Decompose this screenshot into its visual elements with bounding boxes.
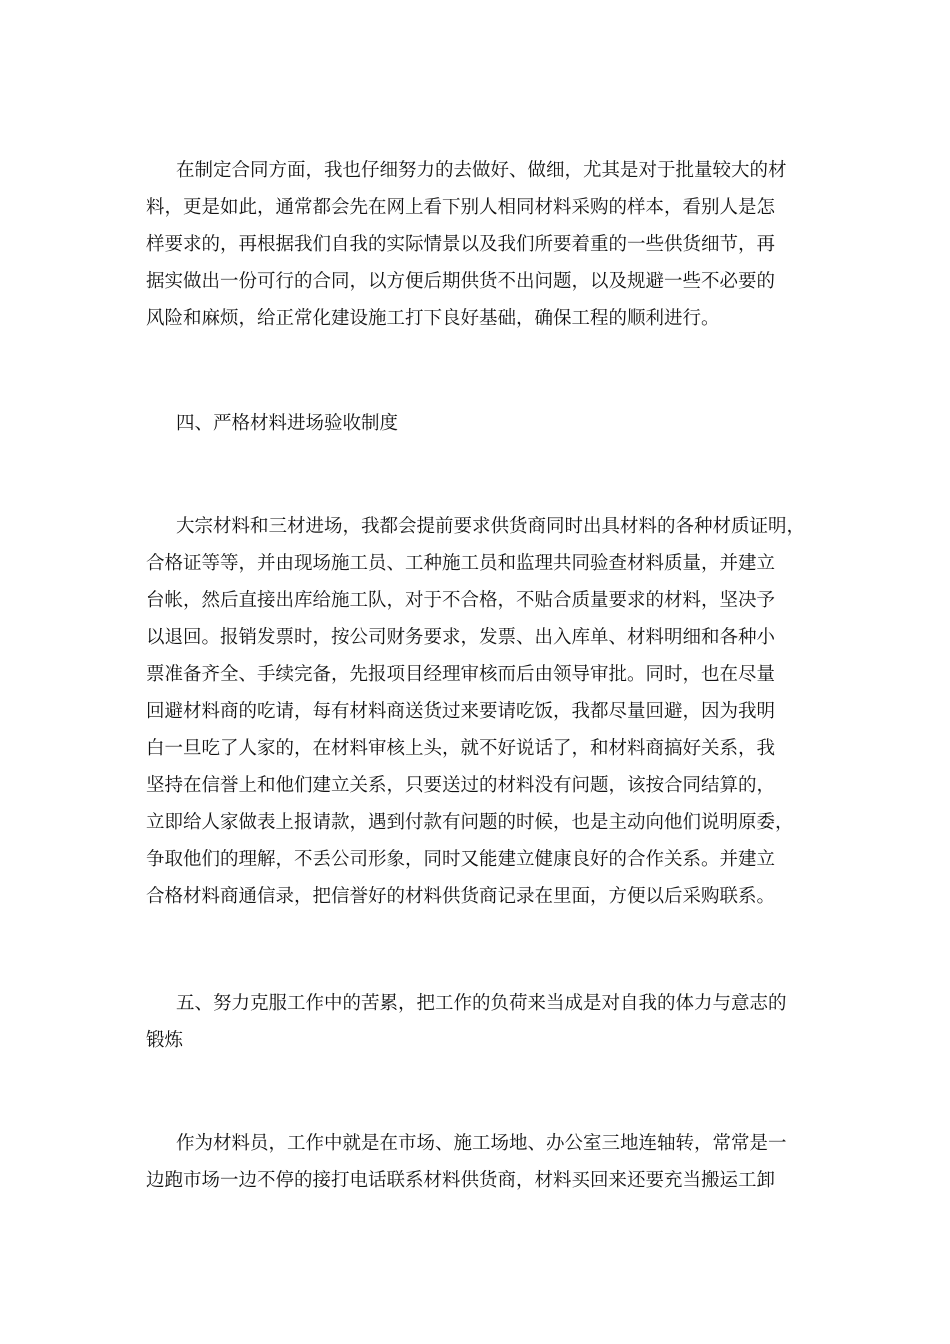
text-line: 边跑市场一边不停的接打电话联系材料供货商，材料买回来还要充当搬运工卸 xyxy=(146,1170,776,1191)
text-line: 据实做出一份可行的合同，以方便后期供货不出问题，以及规避一些不必要的 xyxy=(146,271,776,292)
text-line: 票准备齐全、手续完备，先报项目经理审核而后由领导审批。同时，也在尽量 xyxy=(146,664,776,685)
text-line: 以退回。报销发票时，按公司财务要求，发票、出入库单、材料明细和各种小 xyxy=(146,627,776,648)
paragraph-contract xyxy=(146,152,816,337)
text-line: 样要求的，再根据我们自我的实际情景以及我们所要着重的一些供货细节，再 xyxy=(146,234,776,255)
heading-line: 五、努力克服工作中的苦累，把工作的负荷来当成是对自我的体力与意志的 xyxy=(176,993,787,1014)
text-line: 争取他们的理解，不丢公司形象，同时又能建立健康良好的合作关系。并建立 xyxy=(146,849,776,870)
text-line: 料，更是如此，通常都会先在网上看下别人相同材料采购的样本，看别人是怎 xyxy=(146,197,776,218)
text-line: 立即给人家做表上报请款，遇到付款有问题的时候，也是主动向他们说明原委， xyxy=(146,812,794,833)
paragraph-acceptance xyxy=(146,508,816,915)
section-heading-4 xyxy=(146,405,816,442)
heading-line: 四、严格材料进场验收制度 xyxy=(176,413,399,434)
text-line: 白一旦吃了人家的，在材料审核上头，就不好说话了，和材料商搞好关系，我 xyxy=(146,738,776,759)
text-line: 风险和麻烦，给正常化建设施工打下良好基础，确保工程的顺利进行。 xyxy=(146,308,720,329)
text-line: 坚持在信誉上和他们建立关系，只要送过的材料没有问题，该按合同结算的， xyxy=(146,775,776,796)
text-line: 作为材料员，工作中就是在市场、施工场地、办公室三地连轴转，常常是一 xyxy=(176,1133,787,1154)
text-line: 合格证等等，并由现场施工员、工种施工员和监理共同验查材料质量，并建立 xyxy=(146,553,776,574)
heading-line: 锻炼 xyxy=(146,1030,184,1051)
text-line: 合格材料商通信录，把信誉好的材料供货商记录在里面，方便以后采购联系。 xyxy=(146,886,776,907)
section-heading-5 xyxy=(146,985,816,1059)
text-line: 大宗材料和三材进场，我都会提前要求供货商同时出具材料的各种材质证明， xyxy=(176,516,806,537)
paragraph-hardship xyxy=(146,1125,816,1199)
text-line: 在制定合同方面，我也仔细努力的去做好、做细，尤其是对于批量较大的材 xyxy=(176,160,787,181)
text-line: 回避材料商的吃请，每有材料商送货过来要请吃饭，我都尽量回避，因为我明 xyxy=(146,701,776,722)
text-line: 台帐，然后直接出库给施工队，对于不合格，不贴合质量要求的材料，坚决予 xyxy=(146,590,776,611)
